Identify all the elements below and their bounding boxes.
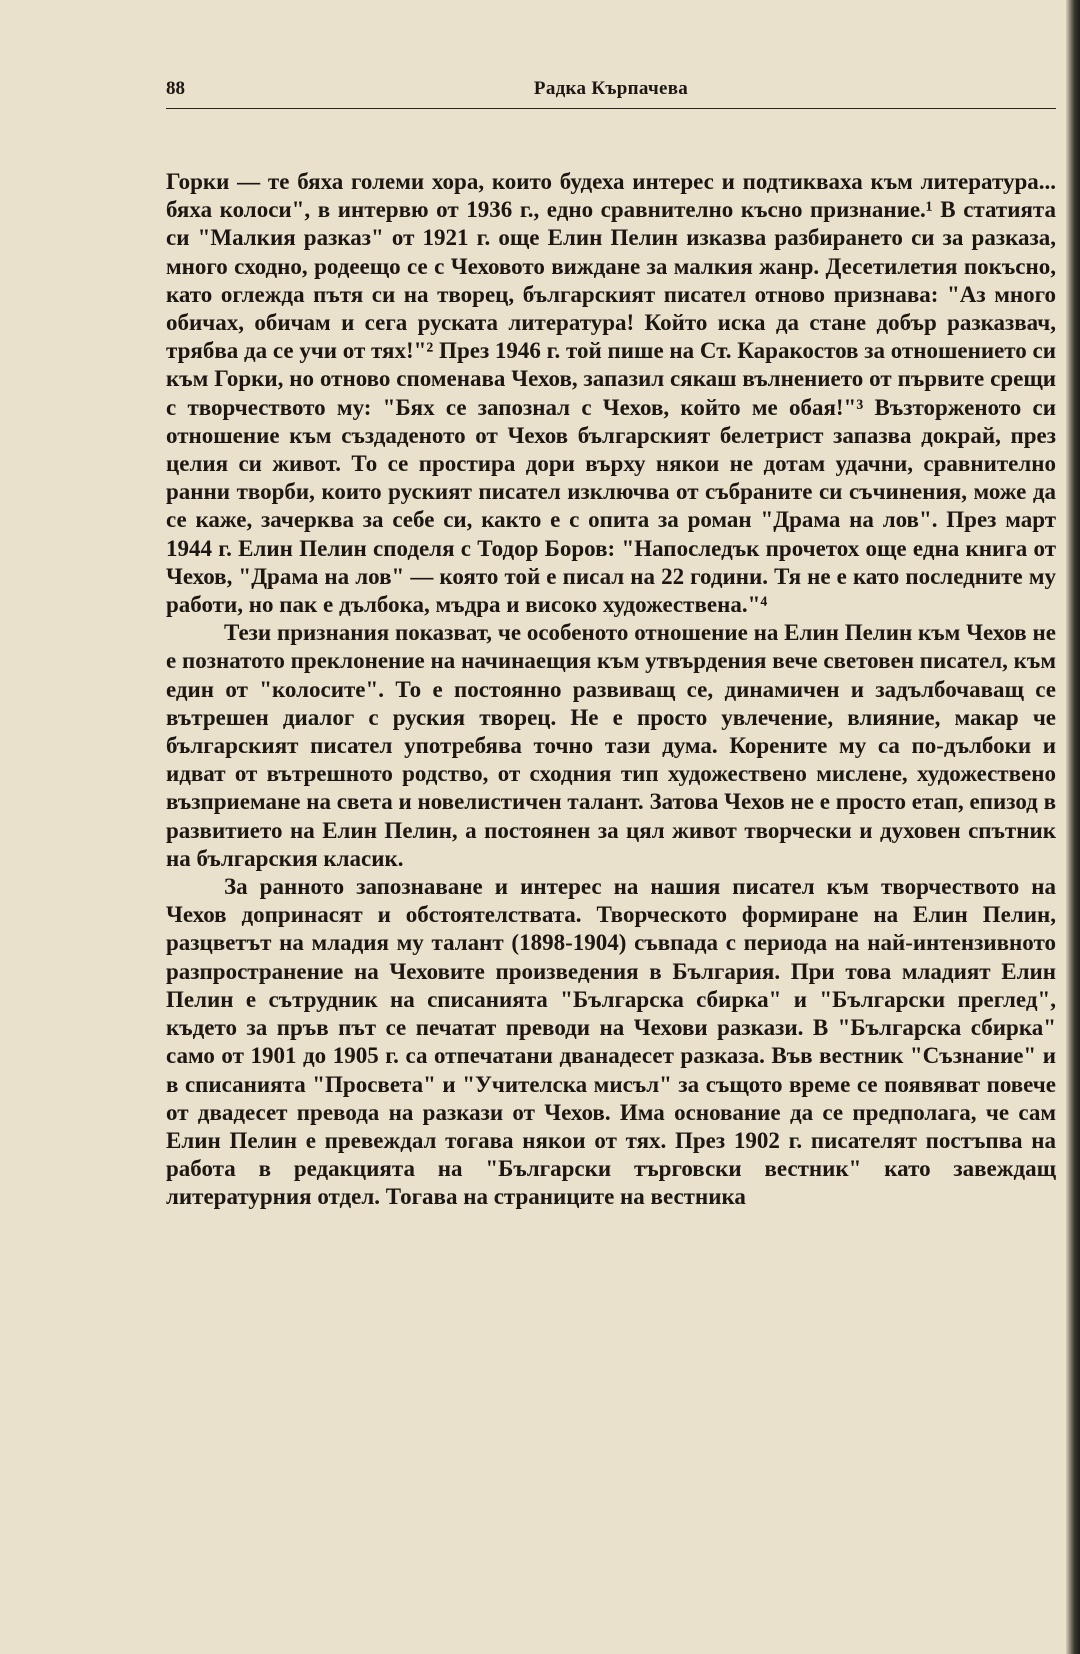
- page-header: [166, 78, 1056, 109]
- page-number: 88: [166, 78, 185, 99]
- running-head: Радка Кърпачева: [533, 78, 689, 99]
- body-text: [166, 168, 1056, 1212]
- paragraph-3: За ранното запознаване и интерес на нашия писател към творчеството на Чехов допринасят и обстоятелствата. Творческото формиране на Елин Пелин, разцветът на младия му талант (1898-1904) съвпада с периода на най-интензивното разпространение на Чеховите произведения в България. При това младият Елин Пелин е сътрудник на списанията "Българска сбирка" и "Български преглед", където за пръв път се печатат преводи на Чехови разкази. В "Българска сбирка" само от 1901 до 1905 г. са отпечатани дванадесет разказа. Във вестник "Съзнание" и в списанията "Просвета" и "Учителска мисъл" за същото време се появяват повече от двадесет превода на разкази от Чехов. Има основание да се предполага, че сам Елин Пелин е превеждал тогава някои от тях. През 1902 г. писателят постъпва на работа в редакцията на "Български търговски вестник" като завеждащ литературния отдел. Тогава на страниците на вестника: [166, 874, 1056, 1210]
- paragraph-2: Тези признания показват, че особеното отношение на Елин Пелин към Чехов не е познатото преклонение на начинаещия към утвърдения вече световен писател, към един от "колосите". То е постоянно развиващ се, динамичен и задълбочаващ се вътрешен диалог с руския творец. Не е просто увлечение, влияние, макар че българският писател употребява точно тази дума. Корените му са по-дълбоки и идват от вътрешното родство, от сходния тип художествено мислене, художествено възприемане на света и новелистичен талант. Затова Чехов не е просто етап, епизод в развитието на Елин Пелин, а постоянен за цял живот творчески и духовен спътник на българския класик.: [166, 620, 1056, 871]
- paragraph-1: Горки — те бяха големи хора, които будеха интерес и подтикваха към литература... бяха колоси", в интервю от 1936 г., едно сравнително късно признание.¹ В статията си "Малкия разказ" от 1921 г. още Елин Пелин изказва разбирането си за разказа, много сходно, родеещо се с Чеховото виждане за малкия жанр. Десетилетия покъсно, като оглежда пътя си на творец, българският писател отново признава: "Аз много обичах, обичам и сега руската литература! Който иска да стане добър разказвач, трябва да се учи от тях!"² През 1946 г. той пише на Ст. Каракостов за отношението си към Горки, но отново споменава Чехов, запазил сякаш вълнението от първите срещи с творчеството му: "Бях се запознал с Чехов, който ме обая!"³ Възторженото си отношение към създаденото от Чехов българският белетрист запазва докрай, през целия си живот. То се простира дори върху някои не дотам удачни, сравнително ранни творби, които руският писател изключва от събраните си съчинения, може да се каже, зачерква за себе си, както е с опита за роман "Драма на лов". През март 1944 г. Елин Пелин споделя с Тодор Боров: "Напоследък прочетох още една книга от Чехов, "Драма на лов" — която той е писал на 22 години. Тя не е като последните му работи, но пак е дълбока, мъдра и високо художествена."⁴: [166, 169, 1056, 618]
- page-edge-shadow: [1066, 0, 1080, 1654]
